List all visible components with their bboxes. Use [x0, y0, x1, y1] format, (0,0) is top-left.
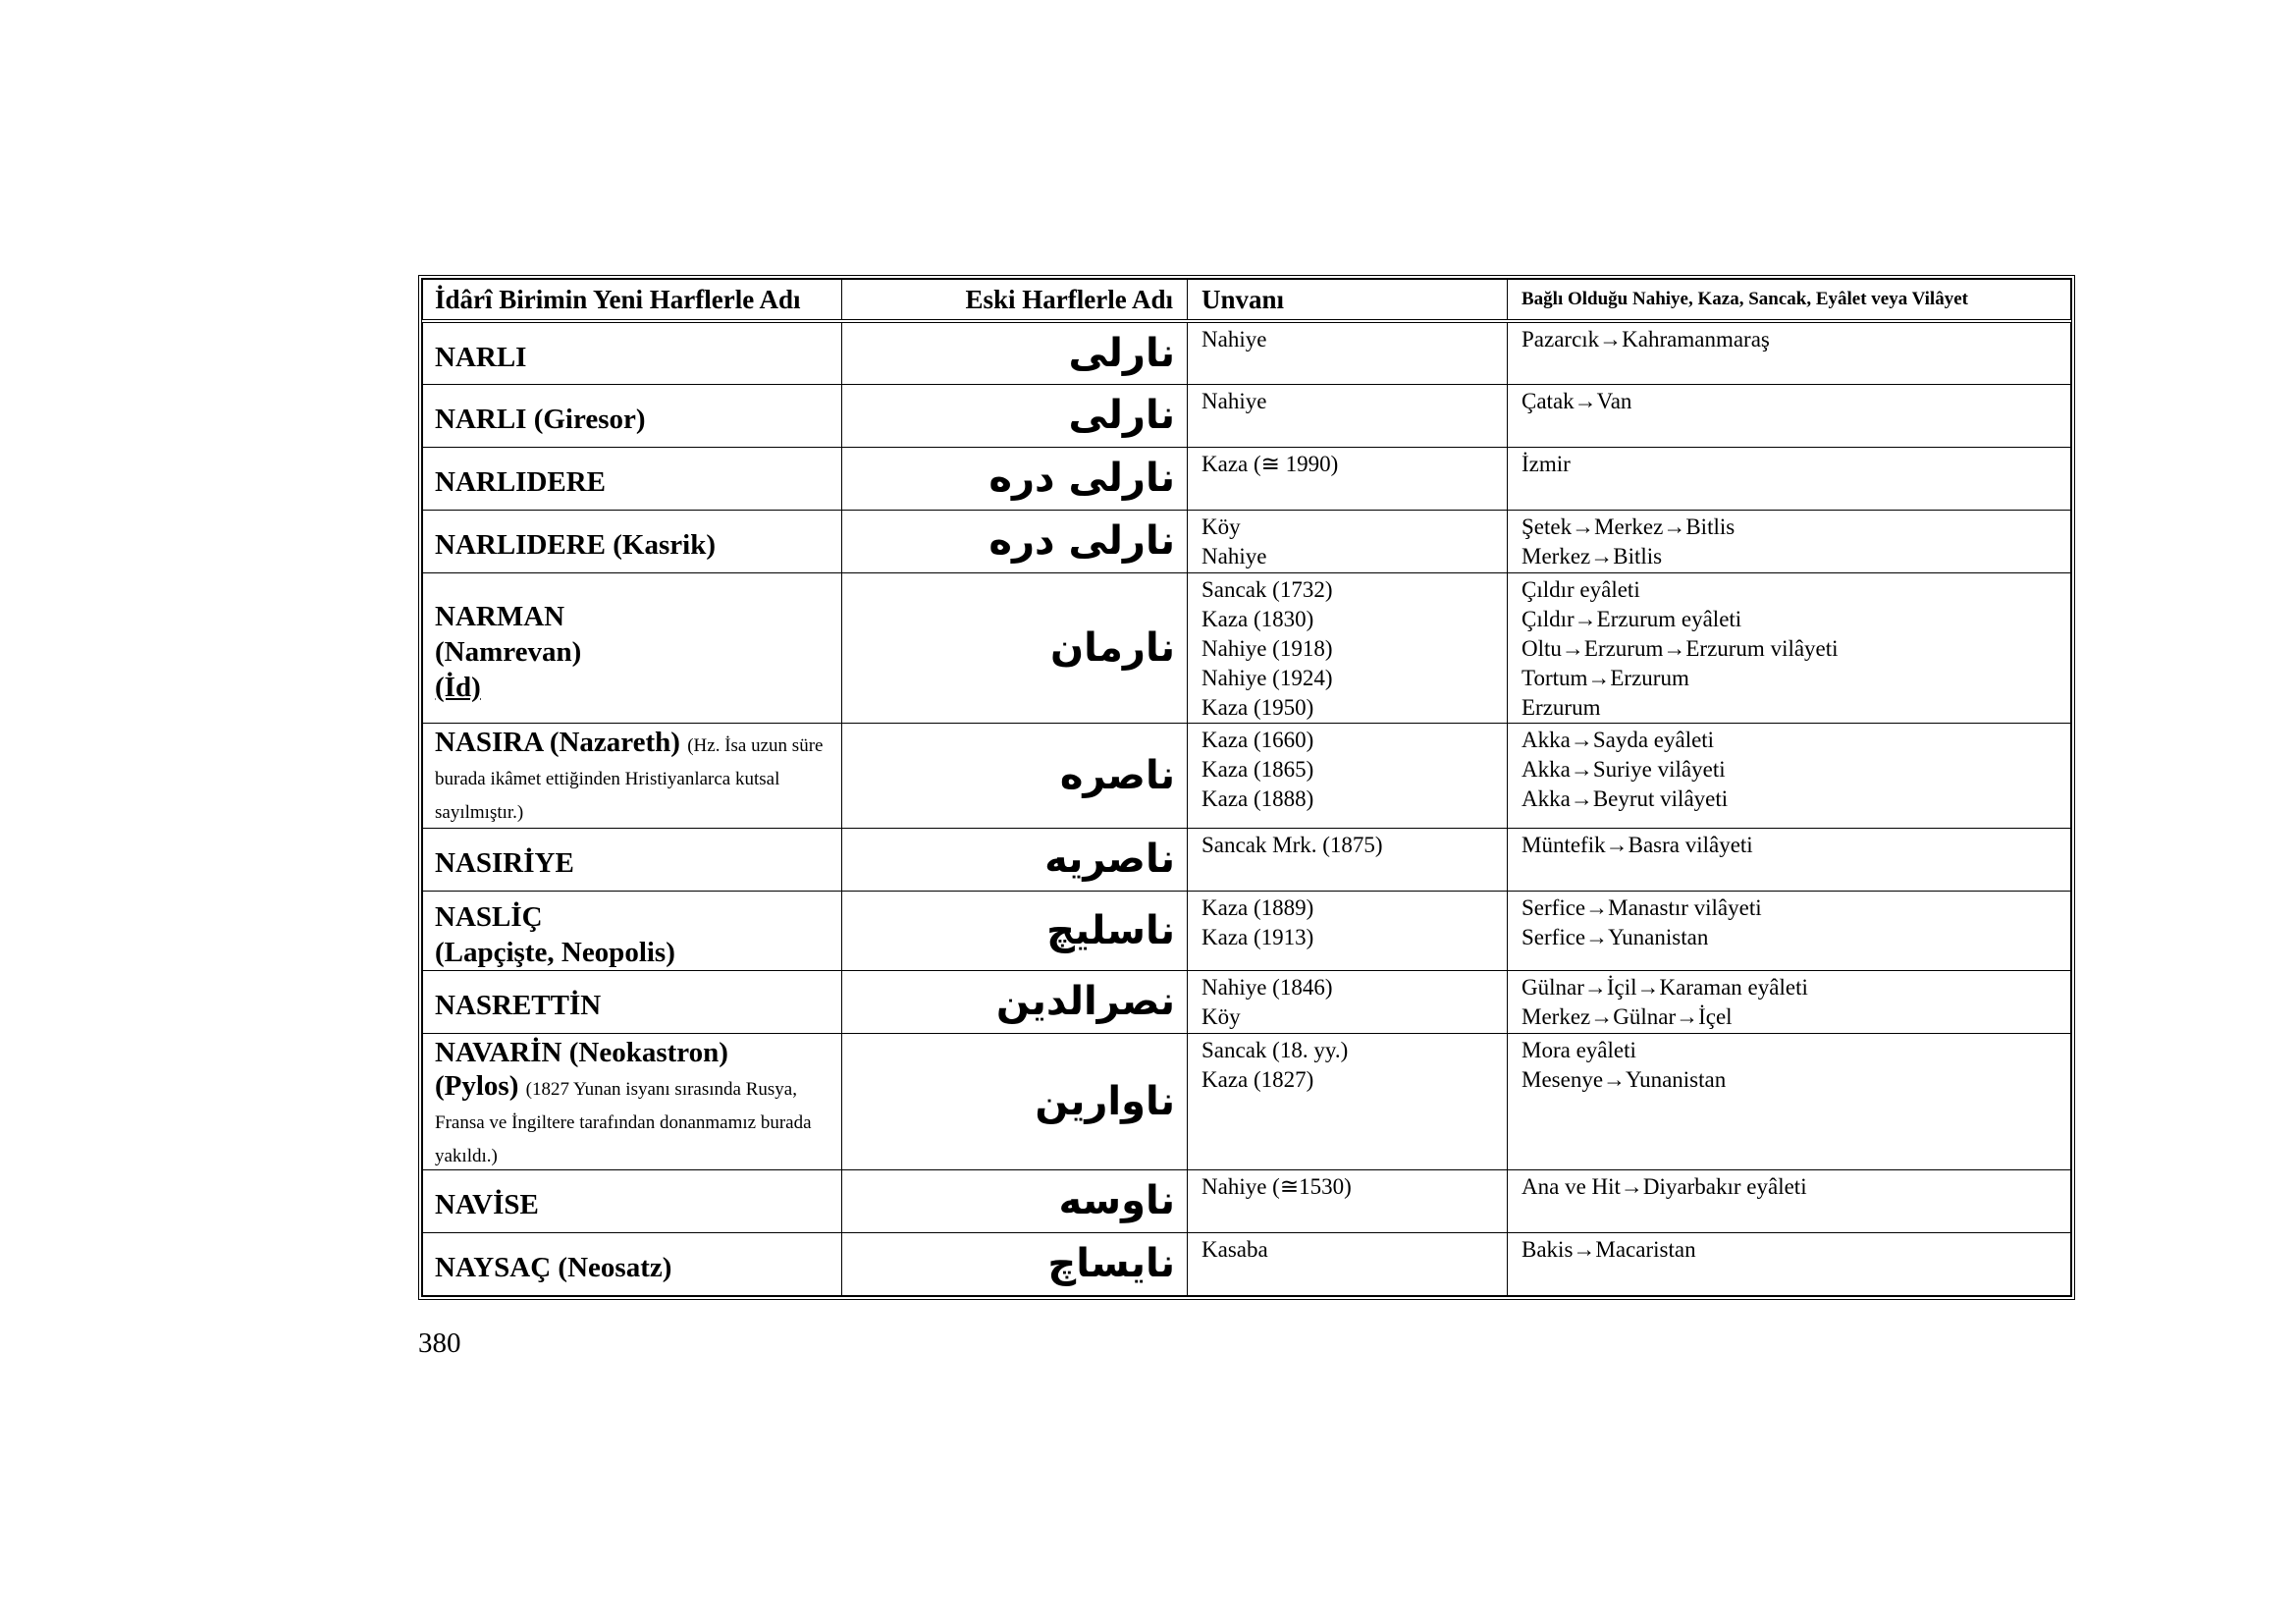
unit-affiliation: Akka→Sayda eyâleti Akka→Suriye vilâyeti Akka→Beyrut vilâyeti [1508, 723, 2071, 828]
unit-affiliation: Pazarcık→Kahramanmaraş [1508, 321, 2071, 384]
unit-old-name: نارلی دره [842, 447, 1188, 510]
header-title: Unvanı [1188, 280, 1508, 322]
unit-name: NARLIDERE (Kasrik) [423, 510, 842, 572]
unit-affiliation: Şetek→Merkez→Bitlis Merkez→Bitlis [1508, 510, 2071, 572]
unit-affiliation: Müntefik→Basra vilâyeti [1508, 828, 2071, 891]
unit-old-name: ناصریه [842, 828, 1188, 891]
unit-name: NASIRİYE [423, 828, 842, 891]
unit-title: Nahiye (1846) Köy [1188, 970, 1508, 1033]
unit-title: Kaza (≅ 1990) [1188, 447, 1508, 510]
header-old-script: Eski Harflerle Adı [842, 280, 1188, 322]
unit-name: NAVİSE [423, 1169, 842, 1232]
unit-old-name: ناصره [842, 723, 1188, 828]
unit-name: NARLIDERE [423, 447, 842, 510]
table-row [423, 510, 2071, 572]
header-row [423, 280, 2071, 322]
table-row [423, 1033, 2071, 1169]
unit-old-name: نارمان [842, 572, 1188, 723]
unit-old-name: ناوارین [842, 1033, 1188, 1169]
table-row [423, 723, 2071, 828]
unit-affiliation: İzmir [1508, 447, 2071, 510]
unit-note: (1827 Yunan isyanı sırasında Rusya, Fransa ve İngiltere tarafından donanmamız burada yakıldı.) [435, 1078, 812, 1166]
unit-title: Sancak (18. yy.) Kaza (1827) [1188, 1033, 1508, 1169]
unit-name: NAYSAÇ (Neosatz) [423, 1232, 842, 1295]
table-row [423, 828, 2071, 891]
unit-note: (Hz. İsa uzun süre burada ikâmet ettiğinden Hristiyanlarca kutsal sayılmıştır.) [435, 734, 824, 823]
unit-name: NARLI [423, 321, 842, 384]
unit-title: Kaza (1889) Kaza (1913) [1188, 891, 1508, 970]
table-row [423, 970, 2071, 1033]
unit-affiliation: Serfice→Manastır vilâyeti Serfice→Yunanistan [1508, 891, 2071, 970]
table-row [423, 1232, 2071, 1295]
unit-affiliation: Gülnar→İçil→Karaman eyâleti Merkez→Gülnar→İçel [1508, 970, 2071, 1033]
unit-old-name: نارلی [842, 321, 1188, 384]
unit-title: Kaza (1660) Kaza (1865) Kaza (1888) [1188, 723, 1508, 828]
unit-name: NARLI (Giresor) [423, 384, 842, 447]
table-row [423, 1169, 2071, 1232]
unit-affiliation: Ana ve Hit→Diyarbakır eyâleti [1508, 1169, 2071, 1232]
unit-name: NARMAN (Namrevan) (İd) [423, 572, 842, 723]
unit-name: NASRETTİN [423, 970, 842, 1033]
unit-title: Nahiye (≅1530) [1188, 1169, 1508, 1232]
unit-title: Sancak Mrk. (1875) [1188, 828, 1508, 891]
table-row [423, 447, 2071, 510]
unit-old-name: نایساچ [842, 1232, 1188, 1295]
unit-old-name: نصرالدین [842, 970, 1188, 1033]
unit-name: NAVARİN (Neokastron) (Pylos) (1827 Yunan isyanı sırasında Rusya, Fransa ve İngiltere tarafından donanmamız burada yakıldı.) [423, 1033, 842, 1169]
page-number: 380 [418, 1327, 461, 1359]
unit-affiliation: Çıldır eyâleti Çıldır→Erzurum eyâleti Oltu→Erzurum→Erzurum vilâyeti Tortum→Erzurum Erzurum [1508, 572, 2071, 723]
unit-title: Nahiye [1188, 384, 1508, 447]
table-row [423, 891, 2071, 970]
table-row [423, 384, 2071, 447]
unit-affiliation: Çatak→Van [1508, 384, 2071, 447]
unit-title: Nahiye [1188, 321, 1508, 384]
gazetteer-table [422, 279, 2071, 1296]
unit-title: Köy Nahiye [1188, 510, 1508, 572]
unit-old-name: ناسلیچ [842, 891, 1188, 970]
unit-old-name: نارلی دره [842, 510, 1188, 572]
header-affiliation: Bağlı Olduğu Nahiye, Kaza, Sancak, Eyâlet veya Vilâyet [1508, 280, 2071, 322]
unit-old-name: ناوسه [842, 1169, 1188, 1232]
unit-affiliation: Bakis→Macaristan [1508, 1232, 2071, 1295]
header-name: İdârî Birimin Yeni Harflerle Adı [423, 280, 842, 322]
gazetteer-table-frame [418, 275, 2075, 1300]
unit-affiliation: Mora eyâleti Mesenye→Yunanistan [1508, 1033, 2071, 1169]
unit-title: Kasaba [1188, 1232, 1508, 1295]
unit-title: Sancak (1732) Kaza (1830) Nahiye (1918) Nahiye (1924) Kaza (1950) [1188, 572, 1508, 723]
table-row [423, 321, 2071, 384]
unit-name: NASIRA (Nazareth) (Hz. İsa uzun süre burada ikâmet ettiğinden Hristiyanlarca kutsal sayılmıştır.) [423, 723, 842, 828]
table-row [423, 572, 2071, 723]
unit-name: NASLİÇ (Lapçişte, Neopolis) [423, 891, 842, 970]
unit-old-name: نارلی [842, 384, 1188, 447]
